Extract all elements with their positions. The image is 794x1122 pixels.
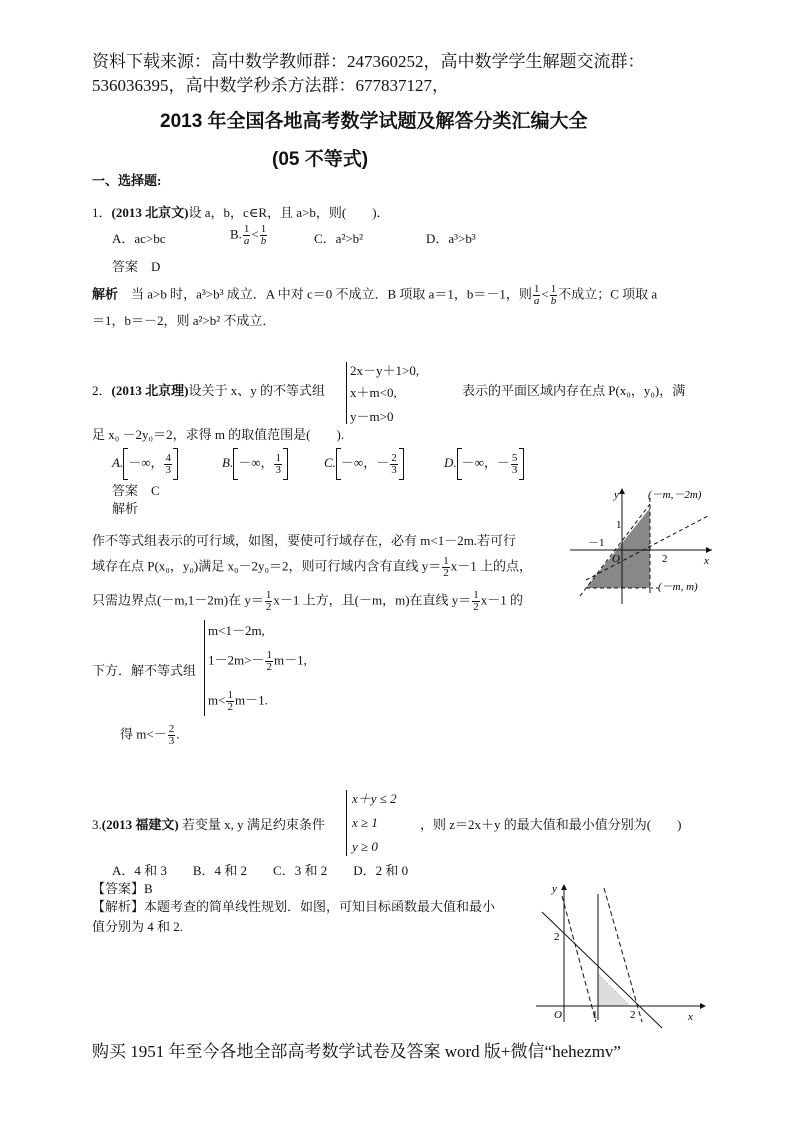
q2-fig-neg-one: －1 [588,537,605,549]
q2-fig-one: 1 [616,519,622,531]
q3-system-brace [346,790,347,856]
q3-fig-origin: O [554,1009,562,1021]
q2-system-2: x＋m<0, [350,385,397,400]
q2-system-1: 2x－y＋1>0, [350,363,420,378]
q2-fig-point-1: (－m,－2m) [648,489,702,501]
q3-system-3: y ≥ 0 [352,839,378,854]
q1-number: 1． [92,205,112,220]
q3-fig-two-x: 2 [630,1009,636,1021]
page-subtitle: (05 不等式) [272,149,369,170]
q2-stem-c: 足 x₀ －2y₀＝2，求得 m 的取值范围是( ). [92,427,345,442]
q2-stem-b: 表示的平面区域内存在点 P(x₀，y₀)，满 [462,383,686,398]
q1-stem [92,204,390,222]
q2-option-a: A. －∞， $\frac{4}{3}$ [112,448,178,480]
q1-option-d: D．a³>b³ [426,231,476,246]
q3-fig-y-label: y [552,883,557,895]
q3-figure [532,880,710,1030]
q2-fig-two: 2 [662,553,668,565]
q2-option-b: B. －∞， $\frac{1}{3}$ [222,448,288,480]
q3-system-1: x＋y ≤ 2 [352,791,397,806]
q1-source: (2013 北京文) [111,205,189,220]
q3-feasible-region [598,974,630,1006]
q2-solve-brace [204,620,205,716]
q3-options: A．4 和 3 B．4 和 2 C．3 和 2 D．2 和 0 [112,863,409,878]
q3-analysis-1: 【解析】本题考查的简单线性规划．如图，可知目标函数最大值和最小 [92,899,496,914]
q3-stem-a: 3.(2013 福建文) 若变量 x, y 满足约束条件 [92,817,325,832]
header-line-1: 资料下载来源：高中数学教师群：247360252，高中数学学生解题交流群： [92,52,645,71]
q2-solve-3: m< $\frac{1}{2}$ m－1. [208,689,268,713]
q1-analysis-line-1: 解析 当 a>b 时，a³>b³ 成立．A 中对 c＝0 不成立．B 项取 a＝1，b＝－1，则 $\frac{1}{a}$ < $\frac{1}{b}$ 不成立；C 项取 a [92,283,658,307]
q2-system-3: y－m>0 [350,409,394,424]
q3-system-2: x ≥ 1 [352,815,378,830]
q1-answer: 答案 D [112,259,161,274]
q2-option-c: C. －∞，－ $\frac{2}{3}$ [324,448,404,480]
q2-solve-1: m<1－2m, [208,623,265,638]
q2-fig-x-label: x [704,555,709,567]
q2-body-4: 下方．解不等式组 [92,663,197,678]
q1-option-c: C．a²>b² [314,231,364,246]
q2-answer: 答案 C [112,483,160,498]
q2-fig-point-2: (－m, m) [658,581,698,593]
q1-analysis-line-2: ＝1，b＝－2，则 a²>b² 不成立． [92,313,276,328]
q3-fig-one: 1 [592,1009,598,1021]
q2-fig-origin: O [612,553,620,565]
footer-text: 购买 1951 年至今各地全部高考数学试卷及答案 word 版+微信“hehezmv” [92,1042,621,1061]
q2-system-brace [346,362,347,424]
q2-result: 得 m<－ $\frac{2}{3}$ . [120,723,180,747]
q2-option-d: D. －∞，－ $\frac{5}{3}$ [444,448,524,480]
q2-body-3: 只需边界点(－m,1－2m)在 y＝ $\frac{1}{2}$ x－1 上方，且(－m，m)在直线 y＝ $\frac{1}{2}$ x－1 的 [92,589,524,613]
q1-option-a: A．ac>bc [112,231,166,246]
q1-option-b: B. $\frac{1}{a}$ < $\frac{1}{b}$ [230,223,267,247]
q3-analysis-2: 值分别为 4 和 2. [92,919,184,934]
header-line-2: 536036395，高中数学秒杀方法群：677837127， [92,76,449,95]
q2-stem-a: 2．(2013 北京理)设关于 x、y 的不等式组 [92,383,325,398]
page-title: 2013 年全国各地高考数学试题及解答分类汇编大全 [160,111,588,132]
q2-figure [566,484,716,610]
q2-body-1: 作不等式组表示的可行域，如图，要使可行域存在，必有 m<1－2m.若可行 [92,533,517,548]
section-heading: 一、选择题: [92,173,162,188]
q2-fig-y-label: y [614,489,619,501]
q1-text: 设 a，b，c∈R，且 a>b，则( )． [188,205,390,220]
q3-stem-b: ，则 z＝2x＋y 的最大值和最小值分别为( ) [420,817,682,832]
q3-answer: 【答案】B [92,881,153,896]
q2-body-2: 域存在点 P(x₀，y₀)满足 x₀－2y₀＝2，则可行域内含有直线 y＝ $\frac{1}{2}$ x－1 上的点， [92,555,533,579]
q3-fig-x-label: x [688,1011,693,1023]
q2-solve-2: 1－2m>－ $\frac{1}{2}$ m－1, [208,649,307,673]
q2-analysis-label: 解析 [112,501,139,516]
q3-fig-two-y: 2 [554,931,560,943]
